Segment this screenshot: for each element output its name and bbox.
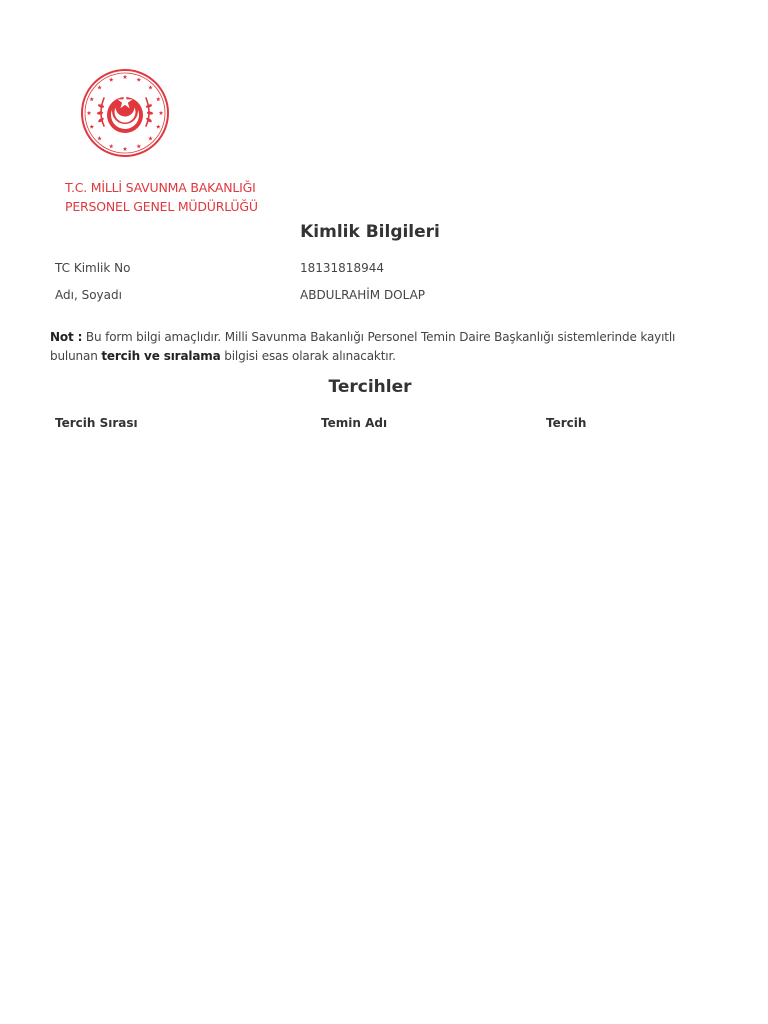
note-text-2: bilgisi esas olarak alınacaktır. xyxy=(220,349,396,363)
emblem-star-icon xyxy=(136,144,141,148)
emblem-star-icon xyxy=(156,97,161,101)
preferences-section-title: Tercihler xyxy=(328,377,412,397)
emblem-star-icon xyxy=(148,85,153,89)
emblem-star-icon xyxy=(89,124,94,128)
column-header-procurement-name: Temin Adı xyxy=(321,416,388,430)
identity-section-title: Kimlik Bilgileri xyxy=(300,222,440,242)
column-header-rank: Tercih Sırası xyxy=(55,416,138,430)
column-header-preference: Tercih xyxy=(546,416,587,430)
note-prefix: Not : xyxy=(50,330,83,344)
org-line-2: PERSONEL GENEL MÜDÜRLÜĞÜ xyxy=(65,199,258,214)
emblem-star-icon xyxy=(123,75,128,79)
emblem-star-icon xyxy=(109,77,114,81)
emblem-star-icon xyxy=(97,136,102,140)
emblem-star-icon xyxy=(136,77,141,81)
org-line-1: T.C. MİLLİ SAVUNMA BAKANLIĞI xyxy=(65,180,256,195)
emblem-star-icon xyxy=(97,85,102,89)
organization-name xyxy=(65,178,258,216)
emblem-star-icon xyxy=(109,144,114,148)
emblem-star-icon xyxy=(148,136,153,140)
note-bold-text: tercih ve sıralama xyxy=(101,349,221,363)
emblem-star-icon xyxy=(159,111,164,115)
ministry-emblem-icon xyxy=(80,68,170,158)
emblem-star-icon xyxy=(87,111,92,115)
tc-number-value: 18131818944 xyxy=(300,261,384,275)
tc-number-label: TC Kimlik No xyxy=(55,261,131,275)
emblem-star-icon xyxy=(156,124,161,128)
emblem-star-icon xyxy=(123,147,128,151)
full-name-value: ABDULRAHİM DOLAP xyxy=(300,288,426,302)
info-note xyxy=(50,328,710,366)
note-text-1: Bu form bilgi amaçlıdır. Milli Savunma Bakanlığı Personel Temin Daire Başkanlığı sistemlerinde kayıtlı bulunan xyxy=(50,330,676,363)
emblem-star-icon xyxy=(89,97,94,101)
full-name-label: Adı, Soyadı xyxy=(55,288,122,302)
